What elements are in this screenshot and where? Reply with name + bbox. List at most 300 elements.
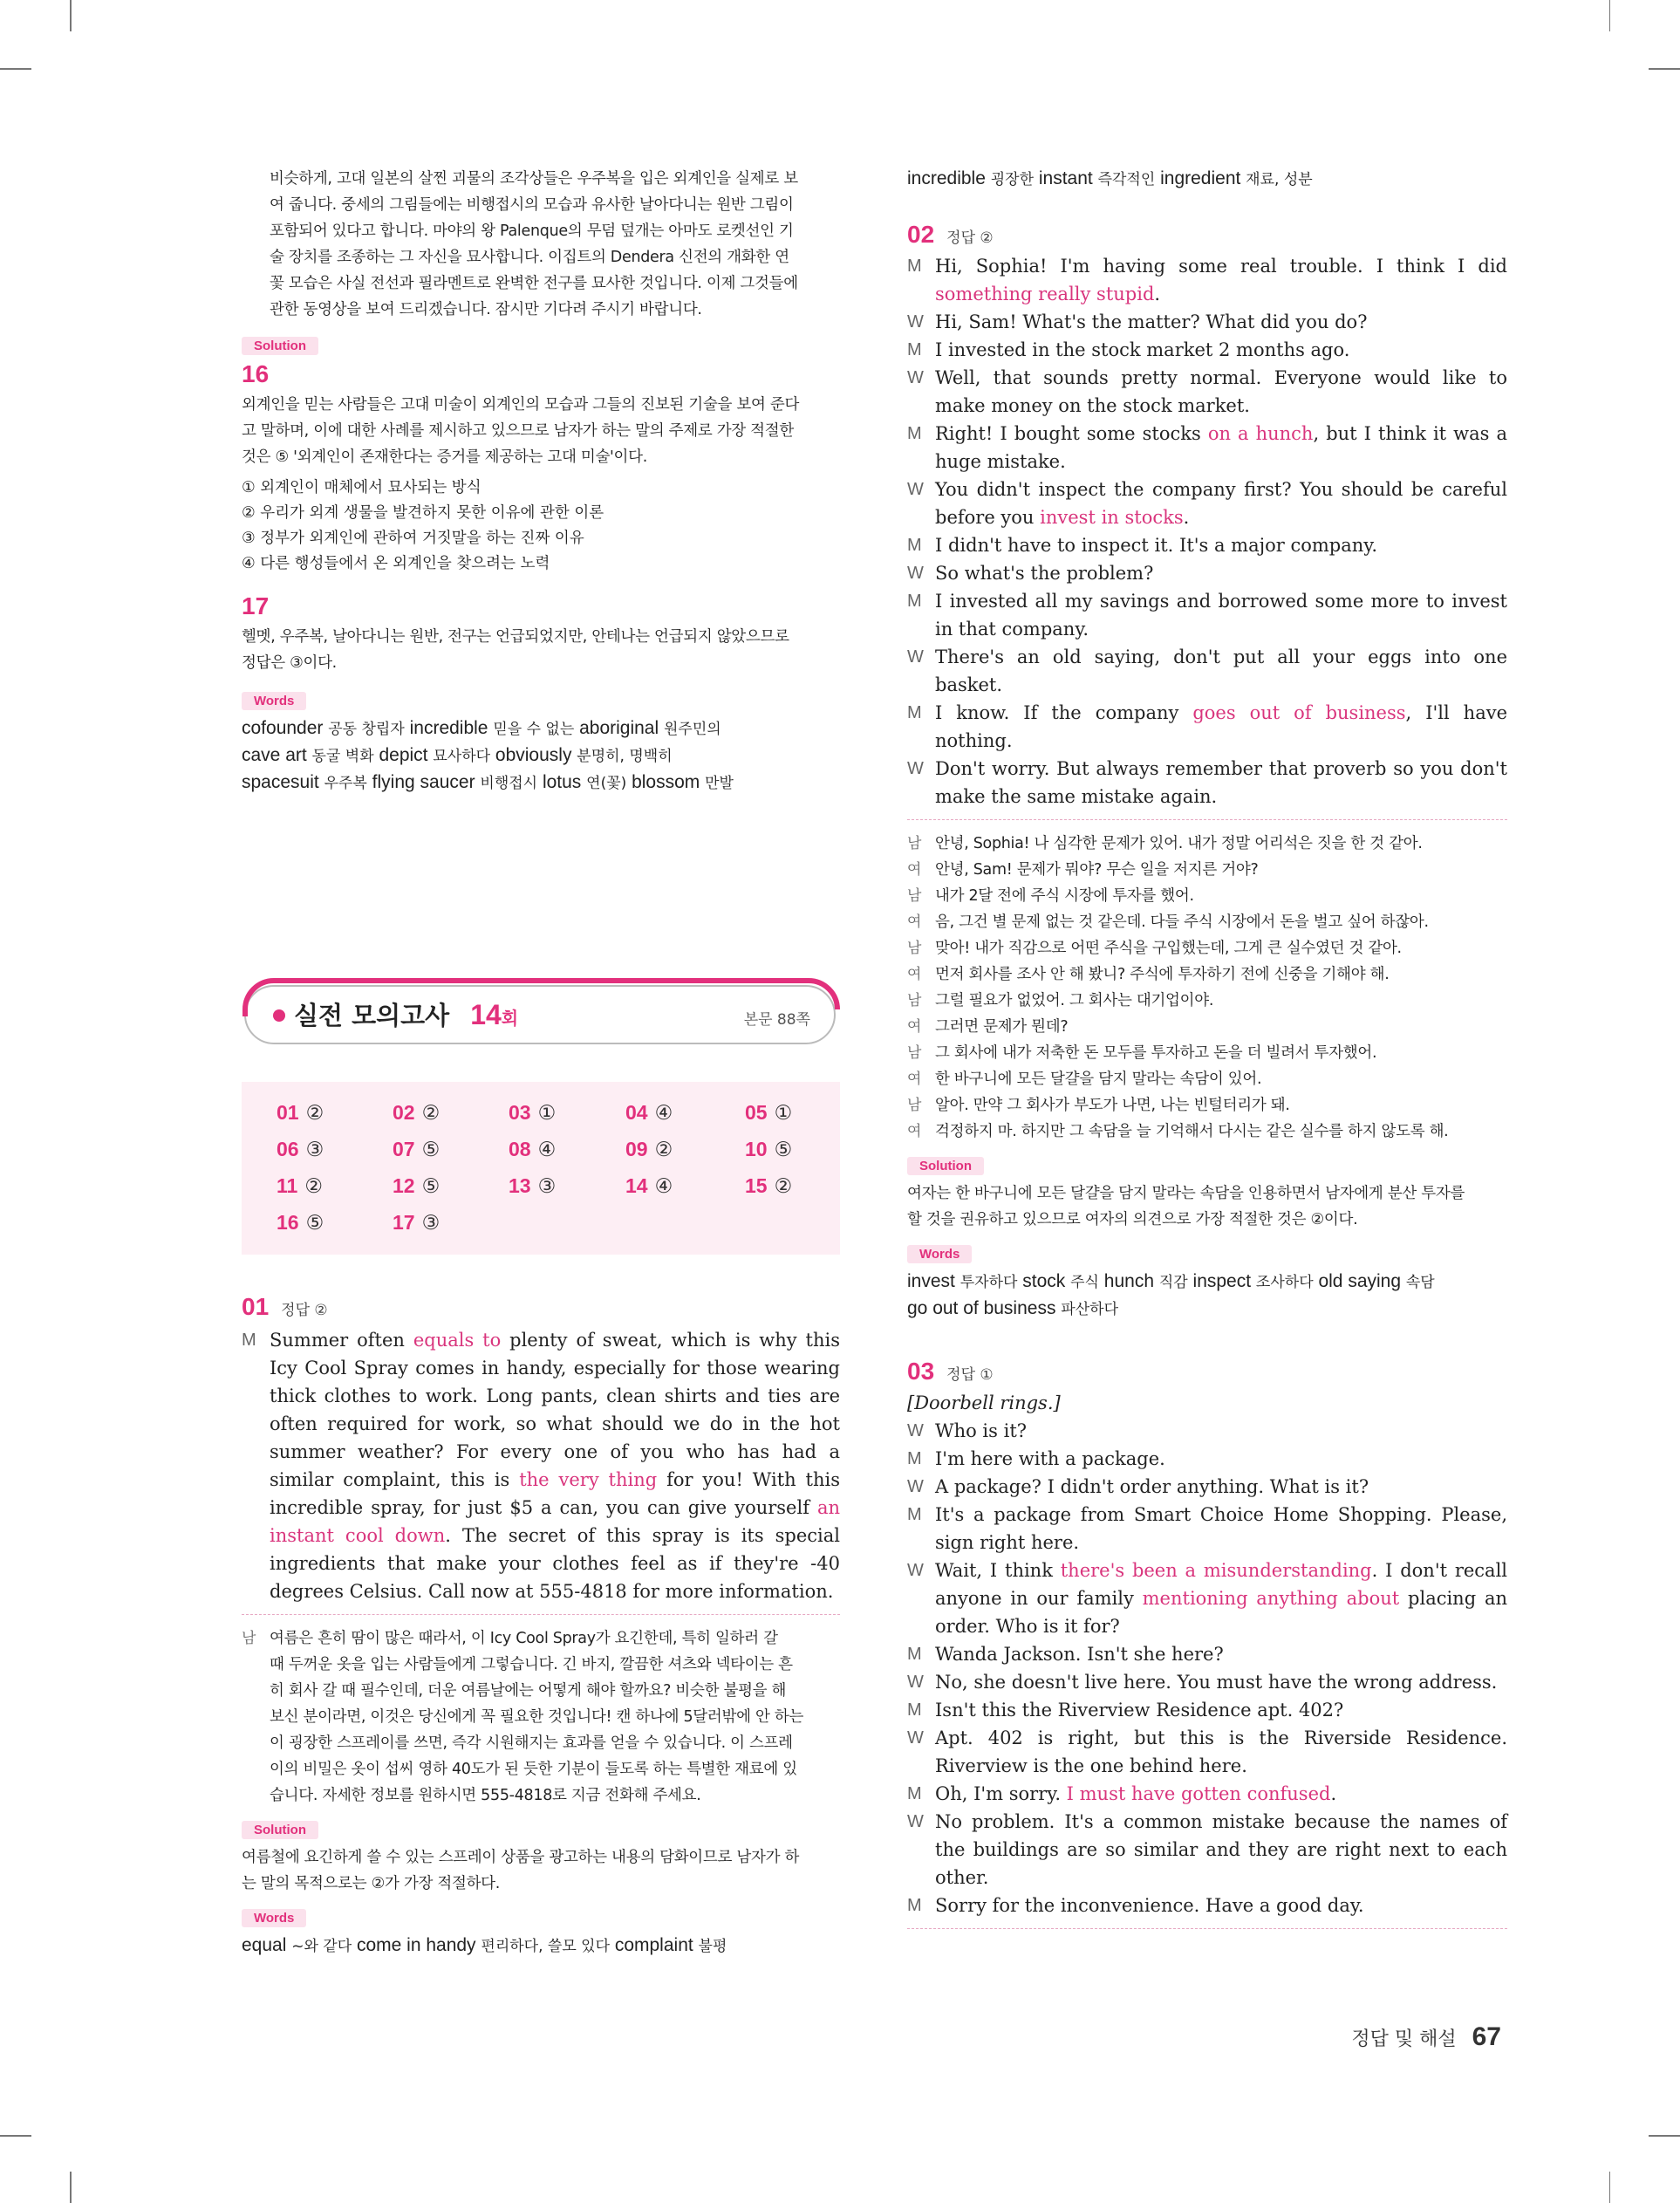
- script-text: Sorry for the inconvenience. Have a good day.: [935, 1895, 1364, 1916]
- question-03-answer: 정답 ①: [946, 1366, 994, 1384]
- script-text: .: [1154, 284, 1161, 304]
- answer-item: [745, 1138, 792, 1161]
- divider: [242, 1614, 840, 1615]
- answer-item: [625, 1138, 673, 1161]
- text-line: 여자는 한 바구니에 모든 달걀을 담지 말라는 속담을 인용하면서 남자에게 분산 투자를: [907, 1185, 1465, 1202]
- answer-choice: ③: [305, 1138, 324, 1160]
- text-line: 할 것을 권유하고 있으므로 여자의 의견으로 가장 적절한 것은 ②이다.: [907, 1211, 1358, 1228]
- answer-question-number: 11: [277, 1174, 298, 1197]
- highlight-phrase: the very thing: [519, 1469, 658, 1490]
- word-meaning: 동굴 벽화: [311, 748, 374, 765]
- crop-mark: [0, 2135, 31, 2137]
- word-meaning: 직감: [1158, 1274, 1188, 1291]
- dialogue-line: [907, 336, 1507, 364]
- answer-question-number: 02: [393, 1101, 415, 1124]
- solution-badge: Solution: [907, 1157, 984, 1175]
- question-17-solution: [242, 624, 840, 676]
- dialogue-line: [907, 1808, 1507, 1892]
- translation-text: 알아. 만약 그 회사가 부도가 나면, 나는 빈털터리가 돼.: [935, 1097, 1290, 1114]
- answer-grid: [242, 1082, 840, 1255]
- banner-test-number: [470, 999, 518, 1031]
- speaker-label: M: [907, 1784, 922, 1803]
- script-text: Summer often: [270, 1330, 413, 1351]
- word-term: complaint: [610, 1935, 699, 1955]
- speaker-label: W: [907, 1561, 924, 1580]
- speaker-label: M: [907, 1449, 922, 1468]
- banner-number: 14: [470, 999, 502, 1030]
- script-text: placing an order. Who is it for?: [935, 1588, 1507, 1637]
- translation-line: [907, 1092, 1507, 1119]
- dialogue-text: [935, 699, 1507, 755]
- translation-line: [907, 1014, 1507, 1040]
- word-term: come in handy: [352, 1935, 481, 1955]
- script-text: Well, that sounds pretty normal. Everyone would like to make money on the stock market.: [935, 367, 1507, 416]
- highlight-phrase: goes out of business: [1192, 702, 1406, 723]
- script-text: No, she doesn't live here. You must have the wrong address.: [935, 1672, 1498, 1693]
- dialogue-text: [935, 755, 1507, 811]
- answer-choice: ②: [774, 1174, 793, 1197]
- speaker-label: M: [907, 340, 922, 359]
- speaker-label: W: [907, 647, 924, 667]
- speaker-label: W: [907, 759, 924, 778]
- word-term: ingredient: [1155, 168, 1246, 188]
- translation-line: [907, 1040, 1507, 1066]
- word-meaning: 굉장한: [990, 171, 1035, 188]
- answer-item: [393, 1174, 440, 1198]
- question-16-solution: [242, 392, 840, 470]
- script-text: . I don't recall anyone in our family: [935, 1560, 1508, 1609]
- word-term: invest: [907, 1271, 960, 1291]
- dialogue-text: [935, 336, 1507, 364]
- word-term: spacesuit: [242, 772, 324, 792]
- answer-question-number: 05: [745, 1101, 768, 1124]
- highlight-phrase: equals to: [413, 1330, 502, 1351]
- speaker-label: W: [907, 368, 924, 387]
- dialogue-line: [907, 1501, 1507, 1556]
- translation-text: 한 바구니에 모든 달걀을 담지 말라는 속담이 있어.: [935, 1071, 1262, 1088]
- answer-question-number: 09: [625, 1138, 648, 1160]
- answer-item: [393, 1101, 440, 1125]
- answer-item: [393, 1211, 440, 1235]
- question-16-options: [242, 475, 840, 577]
- translation-line: 습니다. 자세한 정보를 원하시면 555-4818로 지금 전화해 주세요.: [270, 1787, 701, 1804]
- question-01-number: 01: [242, 1293, 270, 1320]
- dialogue-line: [907, 531, 1507, 559]
- option-item: ④ 다른 행성들에서 온 외계인을 찾으려는 노력: [242, 555, 550, 572]
- script-text: There's an old saying, don't put all your eggs into one basket.: [935, 647, 1507, 695]
- text-line: 관한 동영상을 보여 드리겠습니다. 잠시만 기다려 주시기 바랍니다.: [270, 301, 702, 318]
- words-row: [242, 770, 840, 797]
- dialogue-text: [935, 1417, 1507, 1445]
- translation-line: 히 회사 갈 때 필수인데, 더운 여름날에는 어떻게 해야 할까요? 비슷한 불평을 해: [270, 1682, 787, 1700]
- left-column-top: [242, 166, 840, 797]
- speaker-label: W: [907, 1728, 924, 1748]
- dialogue-text: [935, 475, 1507, 531]
- script-text: I know. If the company: [935, 702, 1193, 723]
- word-term: inspect: [1187, 1271, 1256, 1291]
- script-text: . The secret of this spray is its special ingredients that make your clothes feel as if they're -40 degrees Celsius. Call now at 555-4818 for more information.: [270, 1525, 840, 1602]
- translation-text: 걱정하지 마. 하지만 그 속담을 늘 기억해서 다시는 같은 실수를 하지 않도록 해.: [935, 1123, 1449, 1140]
- answer-item: [277, 1174, 323, 1198]
- text-line: 외계인을 믿는 사람들은 고대 미술이 외계인의 모습과 그들의 진보된 기술을 보여 준다: [242, 396, 800, 414]
- word-meaning: 공동 창립자: [328, 721, 405, 738]
- text-line: 포함되어 있다고 합니다. 마야의 왕 Palenque의 무덤 덮개는 아마도 로켓선인 기: [270, 222, 794, 240]
- answer-choice: ③: [421, 1211, 440, 1234]
- speaker-label: W: [907, 1812, 924, 1831]
- words-badge: Words: [242, 692, 306, 710]
- highlight-phrase: on a hunch: [1207, 423, 1314, 444]
- answer-choice: ④: [654, 1101, 673, 1124]
- word-meaning: 조사하다: [1255, 1274, 1314, 1291]
- intro-translation: [242, 166, 840, 323]
- dialogue-text: [935, 1556, 1507, 1640]
- question-02-solution: [907, 1180, 1507, 1233]
- text-line: 고 말하며, 이에 대한 사례를 제시하고 있으므로 남자가 하는 말의 주제로 가장 적절한: [242, 422, 794, 440]
- dialogue-text: [935, 1501, 1507, 1556]
- speaker-label: M: [907, 703, 922, 722]
- crop-mark: [70, 0, 72, 31]
- answer-choice: ③: [537, 1174, 557, 1197]
- crop-mark: [0, 68, 31, 70]
- dialogue-text: [935, 1892, 1507, 1919]
- speaker-label: 남: [907, 940, 922, 956]
- dialogue-text: [935, 559, 1507, 587]
- answer-item: [277, 1211, 324, 1235]
- dialogue-line: [907, 1724, 1507, 1780]
- answer-question-number: 13: [509, 1174, 531, 1197]
- question-03-number: 03: [907, 1358, 935, 1385]
- word-term: flying saucer: [366, 772, 481, 792]
- script-text: Wait, I think: [935, 1560, 1061, 1581]
- answer-question-number: 03: [509, 1101, 531, 1124]
- script-text: I invested in the stock market 2 months ago.: [935, 339, 1350, 360]
- dialogue-line: [907, 475, 1507, 531]
- speaker-label: M: [907, 536, 922, 555]
- dialogue-line: [907, 364, 1507, 420]
- word-term: stock: [1017, 1271, 1071, 1291]
- highlight-phrase: there's been a misunderstanding: [1060, 1560, 1372, 1581]
- script-text: You didn't inspect the company first? You should be careful before you: [935, 479, 1507, 528]
- dialogue-text: [935, 1640, 1507, 1668]
- speaker-label: W: [907, 1673, 924, 1692]
- speaker-label: 남: [907, 992, 922, 1009]
- question-01-solution: [242, 1844, 840, 1897]
- question-01-script: [242, 1326, 840, 1605]
- speaker-label: 남: [907, 1097, 922, 1113]
- words-row: [242, 715, 840, 742]
- banner-suffix: 회: [501, 1008, 519, 1029]
- translation-line: [907, 988, 1507, 1014]
- answer-item: [509, 1174, 556, 1198]
- script-text: Apt. 402 is right, but this is the Riverside Residence. Riverview is the one behind here.: [935, 1728, 1507, 1776]
- answer-choice: ④: [654, 1174, 673, 1197]
- speaker-label: 남: [907, 835, 922, 852]
- crop-mark: [1649, 68, 1680, 70]
- dialogue-line: [907, 1640, 1507, 1668]
- text-line: 헬멧, 우주복, 날아다니는 원반, 전구는 언급되었지만, 안테나는 언급되지 않았으므로: [242, 628, 789, 646]
- divider: [907, 819, 1507, 820]
- dialogue-text: [935, 1724, 1507, 1780]
- answer-item: [745, 1174, 792, 1198]
- speaker-label: M: [907, 1645, 922, 1664]
- translation-text: 안녕, Sam! 문제가 뭐야? 무슨 일을 저지른 거야?: [935, 861, 1259, 879]
- question-17-number: 17: [242, 592, 270, 619]
- dialogue-text: [935, 1445, 1507, 1473]
- answer-question-number: 07: [393, 1138, 415, 1160]
- translation-line: [907, 883, 1507, 909]
- script-text: A package? I didn't order anything. What is it?: [935, 1476, 1369, 1497]
- word-meaning: 파산하다: [1061, 1301, 1118, 1318]
- answer-item: [393, 1138, 440, 1161]
- dialogue-text: [935, 587, 1507, 643]
- answer-choice: ②: [304, 1174, 323, 1197]
- highlight-phrase: I must have gotten confused: [1066, 1783, 1331, 1804]
- dialogue-text: [935, 1780, 1507, 1808]
- speaker-label: W: [907, 564, 924, 583]
- right-column: [907, 166, 1507, 1940]
- answer-choice: ①: [537, 1101, 557, 1124]
- script-text: , but I think it was a huge mistake.: [935, 423, 1508, 472]
- highlight-phrase: something really stupid: [935, 284, 1155, 304]
- word-meaning: 만발: [705, 775, 734, 792]
- word-meaning: 우주복: [324, 775, 367, 792]
- dialogue-line: [907, 643, 1507, 699]
- word-meaning: 묘사하다: [433, 748, 491, 765]
- speaker-label: M: [242, 1331, 256, 1350]
- banner-bullet-icon: [273, 1009, 285, 1022]
- speaker-label: W: [907, 1421, 924, 1440]
- word-meaning: 원주민의: [663, 721, 721, 738]
- script-text: Right! I bought some stocks: [935, 423, 1208, 444]
- answer-question-number: 01: [277, 1101, 299, 1124]
- words-list: [907, 1269, 1507, 1323]
- dialogue-text: [935, 308, 1507, 336]
- translation-line: [907, 935, 1507, 961]
- translation-line: [907, 909, 1507, 935]
- words-row: [907, 166, 1507, 193]
- word-meaning: 불평: [698, 1938, 727, 1955]
- answer-choice: ①: [774, 1101, 793, 1124]
- answer-choice: ⑤: [305, 1211, 324, 1234]
- speaker-label: W: [907, 480, 924, 499]
- words-row: [907, 1296, 1507, 1323]
- script-text: Oh, I'm sorry.: [935, 1783, 1067, 1804]
- translation-text: 먼저 회사를 조사 안 해 봤니? 주식에 투자하기 전에 신중을 기해야 해.: [935, 966, 1390, 983]
- script-text: .: [1183, 507, 1190, 528]
- speaker-label: 여: [907, 966, 922, 982]
- answer-question-number: 17: [393, 1211, 415, 1234]
- answer-item: [509, 1138, 556, 1161]
- speaker-label: 남: [242, 1630, 256, 1646]
- text-line: 것은 ⑤ '외계인이 존재한다는 증거를 제공하는 고대 미술'이다.: [242, 448, 648, 466]
- word-term: aboriginal: [574, 718, 664, 738]
- translation-line: [907, 857, 1507, 883]
- script-text: plenty of sweat, which is why this Icy Cool Spray comes in handy, especially for those wearing thick clothes to work. Long pants, clean shirts and ties are often required for work, so what should we do in the hot summer weather? For every one of you who has had a similar complaint, this is: [270, 1330, 841, 1490]
- dialogue-line: [907, 1892, 1507, 1919]
- answer-item: [625, 1101, 673, 1125]
- word-term: lotus: [537, 772, 587, 792]
- highlight-phrase: mentioning anything about: [1142, 1588, 1400, 1609]
- translation-line: 여름은 흔히 땀이 많은 때라서, 이 Icy Cool Spray가 요긴한데, 특히 일하러 갈: [270, 1630, 778, 1647]
- answer-question-number: 06: [277, 1138, 299, 1160]
- dialogue-line: [907, 308, 1507, 336]
- word-term: go out of business: [907, 1298, 1062, 1318]
- answer-item: [277, 1138, 324, 1161]
- answer-question-number: 12: [393, 1174, 415, 1197]
- translation-text: 그럴 필요가 없었어. 그 회사는 대기업이야.: [935, 992, 1214, 1009]
- answer-choice: ④: [537, 1138, 557, 1160]
- translation-text: 내가 2달 전에 주식 시장에 투자를 했어.: [935, 887, 1194, 905]
- speaker-label: 여: [907, 1018, 922, 1035]
- words-row: [907, 1269, 1507, 1296]
- word-term: blossom: [626, 772, 706, 792]
- answer-question-number: 16: [277, 1211, 299, 1234]
- solution-badge: Solution: [242, 337, 318, 355]
- page-number: 67: [1472, 2022, 1501, 2051]
- words-row: [242, 742, 840, 770]
- question-01: [242, 1293, 840, 1960]
- text-line: 술 장치를 조종하는 그 자신을 묘사합니다. 이집트의 Dendera 신전의 개화한 연: [270, 249, 789, 266]
- word-meaning: 투자하다: [960, 1274, 1018, 1291]
- dialogue-line: [907, 252, 1507, 308]
- dialogue-line: [907, 559, 1507, 587]
- text-line: 여름철에 요긴하게 쓸 수 있는 스프레이 상품을 광고하는 내용의 담화이므로 남자가 하: [242, 1849, 800, 1866]
- answer-question-number: 04: [625, 1101, 648, 1124]
- word-meaning: 편리하다, 쓸모 있다: [481, 1938, 610, 1955]
- script-text: Who is it?: [935, 1420, 1028, 1441]
- dialogue-line: [907, 1445, 1507, 1473]
- translation-line: 이 굉장한 스프레이를 쓰면, 즉각 시원해지는 효과를 얻을 수 있습니다. 이 스프레: [270, 1734, 793, 1752]
- crop-mark: [1649, 2135, 1680, 2137]
- script-text: No problem. It's a common mistake because the names of the buildings are so similar and they are right next to each other.: [935, 1811, 1507, 1888]
- question-01-answer: 정답 ②: [281, 1302, 328, 1319]
- dialogue-line: [907, 587, 1507, 643]
- word-term: hunch: [1098, 1271, 1159, 1291]
- answer-item: [277, 1101, 324, 1125]
- speaker-label: M: [907, 1700, 922, 1720]
- dialogue-line: [907, 420, 1507, 475]
- script-text: It's a package from Smart Choice Home Shopping. Please, sign right here.: [935, 1504, 1507, 1553]
- answer-choice: ⑤: [774, 1138, 793, 1160]
- stage-direction: [Doorbell rings.]: [907, 1392, 1061, 1413]
- word-meaning: 믿을 수 없는: [493, 721, 575, 738]
- answer-question-number: 15: [745, 1174, 768, 1197]
- solution-badge: Solution: [242, 1821, 318, 1839]
- speaker-label: 여: [907, 1071, 922, 1087]
- text-line: 비슷하게, 고대 일본의 살찐 괴물의 조각상들은 우주복을 입은 외계인을 실제로 보: [270, 170, 798, 188]
- script-text: So what's the problem?: [935, 563, 1154, 584]
- translation-text: 그러면 문제가 뭔데?: [935, 1018, 1069, 1036]
- word-term: incredible: [404, 718, 494, 738]
- translation-line: 이의 비밀은 옷이 섭씨 영하 40도가 된 듯한 기분이 들도록 하는 특별한 재료에 있: [270, 1761, 797, 1778]
- option-item: ② 우리가 외계 생물을 발견하지 못한 이유에 관한 이론: [242, 504, 604, 522]
- crop-mark: [1609, 0, 1611, 31]
- word-meaning: 분명히, 명백히: [577, 748, 673, 765]
- question-03-script: [907, 1417, 1507, 1919]
- dialogue-text: [935, 1808, 1507, 1892]
- words-badge: Words: [242, 1909, 306, 1927]
- question-02-answer: 정답 ②: [946, 229, 994, 247]
- text-line: 는 말의 목적으로는 ②가 가장 적절하다.: [242, 1875, 501, 1892]
- answer-item: [625, 1174, 673, 1198]
- banner-page-ref: 본문 88쪽: [743, 1011, 810, 1029]
- script-text: I didn't have to inspect it. It's a major company.: [935, 535, 1378, 556]
- word-term: cofounder: [242, 718, 329, 738]
- script-text: I invested all my savings and borrowed some more to invest in that company.: [935, 591, 1507, 640]
- speaker-label: M: [907, 1896, 922, 1915]
- speaker-label: W: [907, 312, 924, 332]
- answer-choice: ②: [421, 1101, 440, 1124]
- translation-line: [907, 961, 1507, 988]
- text-line: 정답은 ③이다.: [242, 654, 337, 672]
- page-footer: [1351, 2022, 1501, 2052]
- dialogue-line: [907, 1668, 1507, 1696]
- word-term: depict: [373, 745, 434, 765]
- speaker-label: 남: [907, 1044, 922, 1061]
- word-meaning: 속담: [1405, 1274, 1435, 1291]
- word-term: obviously: [490, 745, 577, 765]
- words-row: [242, 1933, 840, 1960]
- highlight-phrase: invest in stocks: [1040, 507, 1184, 528]
- word-meaning: 주식: [1070, 1274, 1099, 1291]
- script-text: for you! With this incredible spray, for just $5 a can, you can give yourself: [270, 1469, 841, 1518]
- dialogue-line: [907, 1696, 1507, 1724]
- word-term: cave art: [242, 745, 312, 765]
- script-text: Hi, Sophia! I'm having some real trouble. I think I did: [935, 256, 1507, 277]
- translation-line: 때 두꺼운 옷을 입는 사람들에게 그렇습니다. 긴 바지, 깔끔한 셔츠와 넥타이는 흔: [270, 1656, 793, 1673]
- translation-text: 맞아! 내가 직감으로 어떤 주식을 구입했는데, 그게 큰 실수였던 것 같아.: [935, 940, 1402, 957]
- translation-line: [907, 1119, 1507, 1145]
- word-meaning: 즉각적인: [1097, 171, 1156, 188]
- word-term: instant: [1034, 168, 1098, 188]
- dialogue-line: [907, 1417, 1507, 1445]
- highlight-phrase: an instant cool down: [270, 1497, 840, 1546]
- words-badge: Words: [907, 1245, 972, 1263]
- translation-text: 그 회사에 내가 저축한 돈 모두를 투자하고 돈을 더 빌려서 투자했어.: [935, 1044, 1377, 1062]
- crop-mark: [1609, 2172, 1611, 2203]
- dialogue-text: [935, 531, 1507, 559]
- answer-choice: ⑤: [421, 1138, 440, 1160]
- dialogue-text: [935, 643, 1507, 699]
- dialogue-line: [907, 1556, 1507, 1640]
- speaker-label: M: [907, 257, 922, 276]
- translation-text: 음, 그건 별 문제 없는 것 같은데. 다들 주식 시장에서 돈을 벌고 싶어 하잖아.: [935, 913, 1429, 931]
- option-item: ① 외계인이 매체에서 묘사되는 방식: [242, 479, 481, 496]
- answer-item: [745, 1101, 792, 1125]
- script-text: , I'll have nothing.: [935, 702, 1508, 751]
- script-text: Don't worry. But always remember that proverb so you don't make the same mistake again.: [935, 758, 1507, 807]
- speaker-label: M: [907, 424, 922, 443]
- dialogue-text: [935, 1696, 1507, 1724]
- dialogue-text: [935, 1473, 1507, 1501]
- word-meaning: 비행접시: [480, 775, 538, 792]
- dialogue-line: [907, 1780, 1507, 1808]
- top-words-list: [907, 166, 1507, 193]
- translation-line: 보신 분이라면, 이것은 당신에게 꼭 필요한 것입니다! 캔 하나에 5달러밖에 안 하는: [270, 1708, 804, 1726]
- speaker-label: 여: [907, 1123, 922, 1139]
- translation-line: [907, 831, 1507, 857]
- banner-title: 실전 모의고사: [294, 1001, 450, 1030]
- question-02-number: 02: [907, 221, 935, 248]
- script-text: .: [1330, 1783, 1337, 1804]
- dialogue-text: [935, 420, 1507, 475]
- word-meaning: 연(꽃): [586, 775, 627, 792]
- text-line: 꽃 모습은 사실 전선과 필라멘트로 완벽한 전구를 묘사한 것입니다. 이제 그것들에: [270, 275, 798, 292]
- dialogue-text: [935, 252, 1507, 308]
- word-term: incredible: [907, 168, 991, 188]
- question-02-translation: [907, 831, 1507, 1145]
- answer-choice: ②: [305, 1101, 324, 1124]
